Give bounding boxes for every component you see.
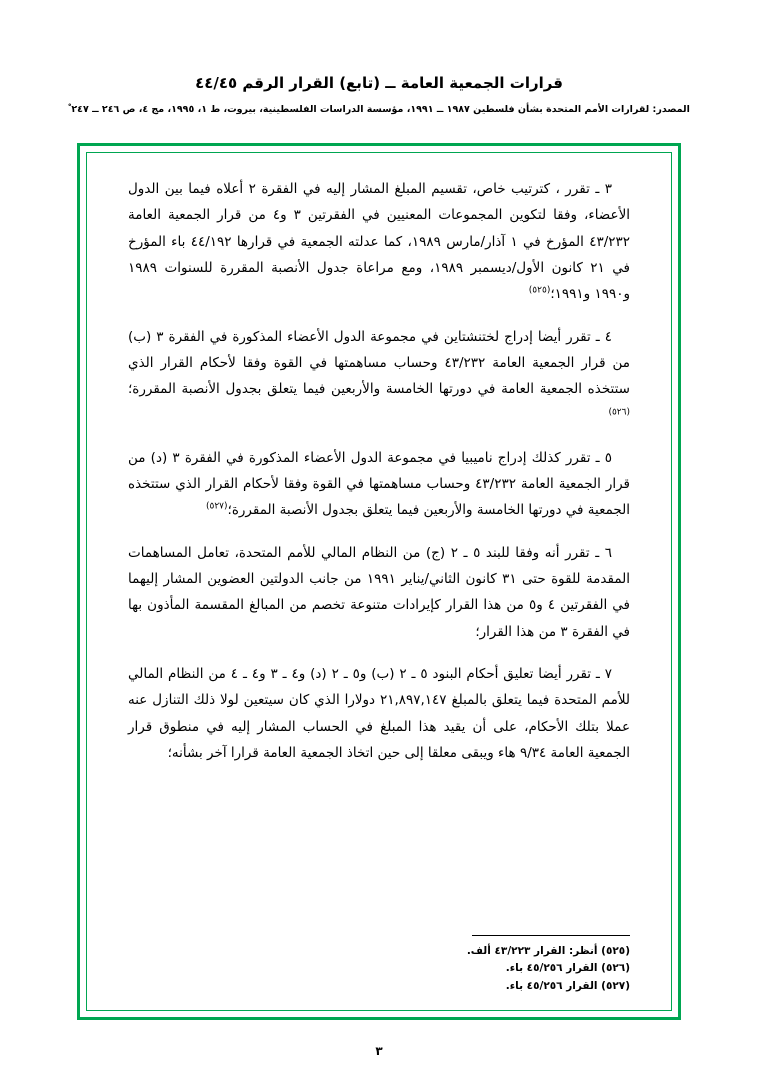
- paragraph-3-note-ref: (٥٢٥): [528, 285, 551, 296]
- paragraph-6-text: ٦ ـ تقرر أنه وفقا للبند ٥ ـ ٢ (ج) من النظام المالي للأمم المتحدة، تعامل المساهمات المقدمة للقوة حتى ٣١ كانون الثاني/يناير ١٩٩١ من جانب الدولتين العضوين المشار إليهما في الفقرتين ٤ و٥ من هذا القرار كإيرادات متنوعة تخصم من المبالغ المقسمة المأذون بها في الفقرة ٣ من هذا القرار؛: [128, 544, 630, 640]
- paragraph-3: [128, 176, 630, 308]
- paragraph-4-note-ref: (٥٢٦): [608, 407, 630, 417]
- paragraph-5: [128, 445, 630, 524]
- paragraph-7-text: ٧ ـ تقرر أيضا تعليق أحكام البنود ٥ ـ ٢ (ب) و٥ ـ ٢ (د) و٤ ـ ٣ و٤ ـ ٤ من النظام المالي للأمم المتحدة فيما يتعلق بالمبلغ ٢١,٨٩٧,١٤٧ دولارا الذي كان سيتعين لولا ذلك التنازل عنه عملا بتلك الأحكام، على أن يقيد هذا المبلغ في الحساب المشار إليه في منطوق قرار الجمعية العامة ٩/٣٤ هاء ويبقى معلقا إلى حين اتخاذ الجمعية العامة قرارا آخر بشأنه؛: [128, 666, 631, 761]
- footnote-527: (٥٢٧) القرار ٤٥/٢٥٦ باء.: [505, 979, 630, 992]
- document-header: [0, 74, 758, 116]
- footnotes-section: [128, 935, 630, 995]
- page-title: قرارات الجمعية العامة ــ (تابع) القرار الرقم ٤٤/٤٥: [195, 74, 563, 92]
- paragraph-4-text: ٤ ـ تقرر أيضا إدراج لختنشتاين في مجموعة الدول الأعضاء المذكورة في الفقرة ٣ (ب) من قرار الجمعية العامة ٤٣/٢٣٢ وحساب مساهمتها في القوة وفقا لأحكام القرار الذي ستتخذه الجمعية العامة في دورتها الخامسة والأربعين فيما يتعلق بجدول الأنصبة المقررة؛: [128, 328, 631, 398]
- paragraph-4: [128, 324, 630, 429]
- paragraph-5-note-ref: (٥٢٧): [206, 501, 228, 512]
- footnote-divider: [472, 935, 630, 936]
- paragraph-3-text: ٣ ـ تقرر ، كترتيب خاص، تقسيم المبلغ المشار إليه في الفقرة ٢ أعلاه فيما بين الدول الأعضاء، وفقا لتكوين المجموعات المعنيين في الفقرتين ٣ و٤ من قرار الجمعية العامة ٤٣/٢٣٢ المؤرخ في ١ آذار/مارس ١٩٨٩، كما عدلته الجمعية في قرارها ٤٤/١٩٢ باء المؤرخ في ٢١ كانون الأول/ديسمبر ١٩٨٩، ومع مراعاة جدول الأنصبة المقررة للسنوات ١٩٨٩ و١٩٩٠ و١٩٩١؛: [128, 181, 631, 303]
- source-line: المصدر: لقرارات الأمم المتحدة بشأن فلسطين ١٩٨٧ ــ ١٩٩١، مؤسسة الدراسات الفلسطينية، بيروت، ط ١، ١٩٩٥، مج ٤، ص ٢٤٦ ــ ٢٤٧ ْ: [68, 103, 690, 115]
- paragraph-6: [128, 540, 630, 645]
- page-number: ٣: [375, 1044, 383, 1058]
- paragraph-7: [128, 661, 630, 766]
- footnote-525: (٥٢٥) أنظر: القرار ٤٣/٢٢٣ ألف.: [466, 945, 630, 958]
- paragraph-5-text: ٥ ـ تقرر كذلك إدراج ناميبيا في مجموعة الدول الأعضاء المذكورة في الفقرة ٣ (د) من قرار الجمعية العامة ٤٣/٢٣٢ وحساب مساهمتها في القوة وفقا لأحكام القرار الذي ستتخذه الجمعية في دورتها الخامسة والأربعين فيما يتعلق بجدول الأنصبة المقررة؛: [128, 449, 630, 519]
- content-frame: [77, 143, 681, 1020]
- footnote-526: (٥٢٦) القرار ٤٥/٢٥٦ باء.: [505, 962, 630, 975]
- document-body: [128, 176, 630, 766]
